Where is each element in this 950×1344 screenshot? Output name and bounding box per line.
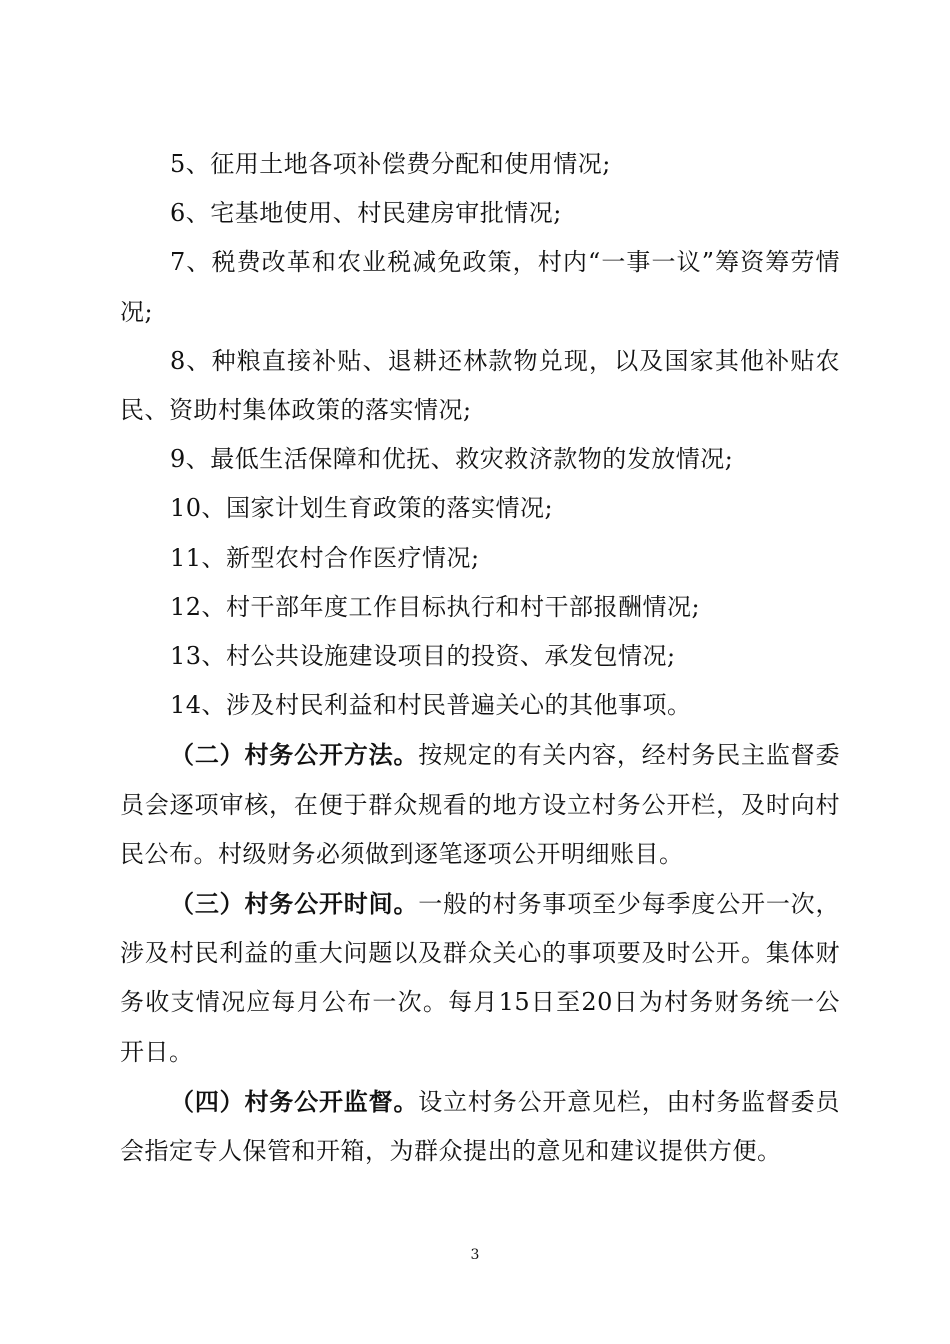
- list-item: 6、宅基地使用、村民建房审批情况;: [170, 199, 562, 228]
- list-item: 7、税费改革和农业税减免政策，村内“一事一议”筹资筹劳情况;: [120, 248, 840, 326]
- list-item: 9、最低生活保障和优抚、救灾救济款物的发放情况;: [170, 445, 734, 474]
- section-paragraph-supervision: [120, 1077, 840, 1176]
- section-body: 一般的村务事项至少每季度公开一次，涉及村民利益的重大问题以及群众关心的事项要及时公开。集体财务收支情况应每月公布一次。每月15日至20日为村务财务统一公开日。: [120, 890, 841, 1066]
- list-item: 8、种粮直接补贴、退耕还林款物兑现，以及国家其他补贴农民、资助村集体政策的落实情况;: [120, 346, 840, 425]
- list-item: 13、村公共设施建设项目的投资、承发包情况;: [170, 642, 676, 671]
- list-item: 12、村干部年度工作目标执行和村干部报酬情况;: [170, 592, 701, 621]
- section-heading: （四）村务公开监督。: [170, 1086, 419, 1116]
- section-body: 按规定的有关内容，经村务民主监督委员会逐项审核，在便于群众规看的地方设立村务公开栏，及时向村民公布。村级财务必须做到逐笔逐项公开明细账目。: [120, 741, 841, 868]
- list-item: 14、涉及村民利益和村民普遍关心的其他事项。: [170, 691, 692, 720]
- section-paragraph-time: [120, 879, 840, 1077]
- document-body: [120, 140, 840, 1176]
- section-paragraph-method: [120, 730, 840, 879]
- section-heading: （二）村务公开方法。: [170, 740, 419, 770]
- list-item: 5、征用土地各项补偿费分配和使用情况;: [170, 150, 611, 178]
- list-item: 11、新型农村合作医疗情况;: [170, 543, 480, 572]
- section-body: 设立村务公开意见栏，由村务监督委员会指定专人保管和开箱，为群众提出的意见和建议提供方便。: [120, 1087, 841, 1166]
- page-number: 3: [470, 1247, 480, 1263]
- section-heading: （三）村务公开时间。: [170, 889, 419, 919]
- list-item: 10、国家计划生育政策的落实情况;: [170, 494, 554, 523]
